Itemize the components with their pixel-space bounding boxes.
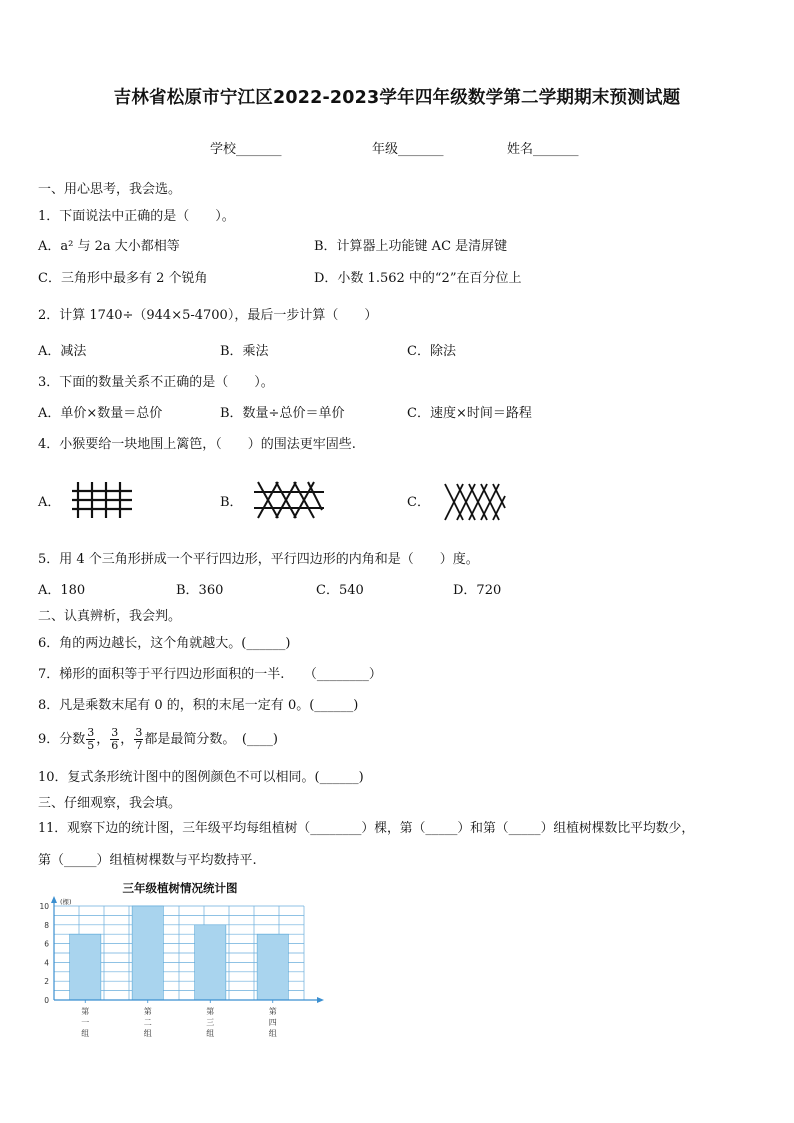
fence-grid-illustration — [70, 480, 134, 520]
chart-x-tick-label: 组 — [268, 1029, 277, 1038]
question-5-option-b: B．360 — [176, 583, 224, 598]
chart-y-unit: (棵) — [60, 898, 72, 906]
question-5-option-c: C．540 — [316, 583, 364, 598]
chart-x-tick-label: 二 — [143, 1018, 152, 1027]
chart-y-tick-label: 10 — [39, 902, 49, 911]
chart-x-tick-label: 一 — [81, 1018, 90, 1027]
question-2-stem: 2．计算 1740÷（944×5-4700），最后一步计算（ ） — [38, 308, 378, 323]
chart-x-axis-arrow — [317, 997, 324, 1003]
question-3-option-b: B．数量÷总价＝单价 — [220, 406, 345, 421]
question-8: 8．凡是乘数末尾有 0 的，积的末尾一定有 0。(______) — [38, 698, 359, 713]
section-heading-3: 三、仔细观察，我会填。 — [38, 796, 182, 811]
section-heading-1: 一、用心思考，我会选。 — [38, 182, 182, 197]
question-7: 7．梯形的面积等于平行四边形面积的一半. （________） — [38, 667, 382, 682]
fraction-1: $\frac{3}{5}$ — [87, 726, 95, 752]
question-3-stem: 3．下面的数量关系不正确的是（ ）。 — [38, 375, 274, 390]
grade-field: 年级_______ — [372, 142, 444, 157]
question-4-stem: 4．小猴要给一块地围上篱笆，（ ）的围法更牢固些. — [38, 437, 356, 452]
chart-x-tick-label: 组 — [81, 1029, 90, 1038]
chart-x-tick-label: 第 — [206, 1007, 215, 1016]
question-1-option-b: B．计算器上功能键 AC 是清屏键 — [314, 239, 508, 254]
question-9-prefix: 9．分数 — [38, 731, 86, 747]
question-2-option-a: A．减法 — [38, 344, 87, 359]
question-1-option-c: C．三角形中最多有 2 个锐角 — [38, 271, 208, 286]
question-5-stem: 5．用 4 个三角形拼成一个平行四边形，平行四边形的内角和是（ ）度。 — [38, 552, 479, 567]
page-title: 吉林省松原市宁江区2022-2023学年四年级数学第二学期期末预测试题 — [113, 88, 681, 108]
name-field: 姓名_______ — [507, 142, 579, 157]
chart-y-tick-label: 6 — [44, 939, 49, 949]
question-4-option-c: C． — [407, 495, 430, 510]
chart-bar — [132, 906, 163, 1000]
chart-x-tick-label: 组 — [206, 1029, 215, 1038]
chart-x-tick-label: 四 — [268, 1018, 277, 1027]
chart-x-tick-label: 三 — [206, 1018, 215, 1027]
section-heading-2: 二、认真辨析，我会判。 — [38, 609, 182, 624]
question-10: 10．复式条形统计图中的图例颜色不可以相同。(______) — [38, 770, 364, 785]
fence-diamond-illustration — [442, 482, 508, 522]
fraction-3: $\frac{3}{7}$ — [135, 726, 143, 752]
question-9-suffix: 都是最简分数。 (____) — [144, 731, 278, 747]
fraction-2: $\frac{3}{6}$ — [111, 726, 119, 752]
question-5-option-a: A．180 — [38, 583, 86, 598]
chart-y-tick-label: 0 — [44, 996, 49, 1005]
chart-title: 三年级植树情况统计图 — [122, 881, 238, 895]
chart-bar — [257, 934, 288, 1000]
chart-bar — [195, 925, 226, 1000]
chart-y-tick-label: 4 — [44, 958, 49, 968]
chart-y-axis-arrow — [51, 896, 57, 903]
question-6: 6．角的两边越长，这个角就越大。(______) — [38, 636, 291, 651]
question-1-option-d: D．小数 1.562 中的“2”在百分位上 — [314, 271, 522, 286]
chart-x-tick-label: 第 — [268, 1007, 277, 1016]
school-field: 学校_______ — [210, 142, 282, 157]
fraction-separator: ， — [96, 731, 110, 747]
chart-x-tick-label: 第 — [81, 1007, 90, 1016]
question-4-option-b: B． — [220, 495, 243, 510]
question-4-option-a: A． — [38, 495, 61, 510]
fraction-separator: ， — [120, 731, 134, 747]
question-2-option-c: C．除法 — [407, 344, 456, 359]
question-9 — [38, 727, 278, 751]
question-3-option-a: A．单价×数量＝总价 — [38, 406, 163, 421]
question-11-line-2: 第（_____）组植树棵数与平均数持平. — [38, 853, 257, 868]
chart-y-tick-label: 2 — [44, 977, 49, 987]
question-3-option-c: C．速度×时间＝路程 — [407, 406, 532, 421]
chart-x-tick-label: 第 — [143, 1007, 152, 1016]
question-11-line-1: 11．观察下边的统计图，三年级平均每组植树（________）棵，第（_____）和第（_____）组植树棵数比平均数少， — [38, 821, 695, 836]
chart-x-tick-label: 组 — [143, 1029, 152, 1038]
question-1-option-a: A．a² 与 2a 大小都相等 — [38, 239, 180, 254]
question-2-option-b: B．乘法 — [220, 344, 269, 359]
chart-bar — [70, 934, 101, 1000]
chart-y-tick-label: 8 — [44, 920, 49, 930]
tree-planting-bar-chart — [30, 876, 330, 1046]
question-1-stem: 1．下面说法中正确的是（ ）。 — [38, 209, 235, 224]
fence-cross-illustration — [252, 480, 326, 520]
question-5-option-d: D．720 — [453, 583, 502, 598]
